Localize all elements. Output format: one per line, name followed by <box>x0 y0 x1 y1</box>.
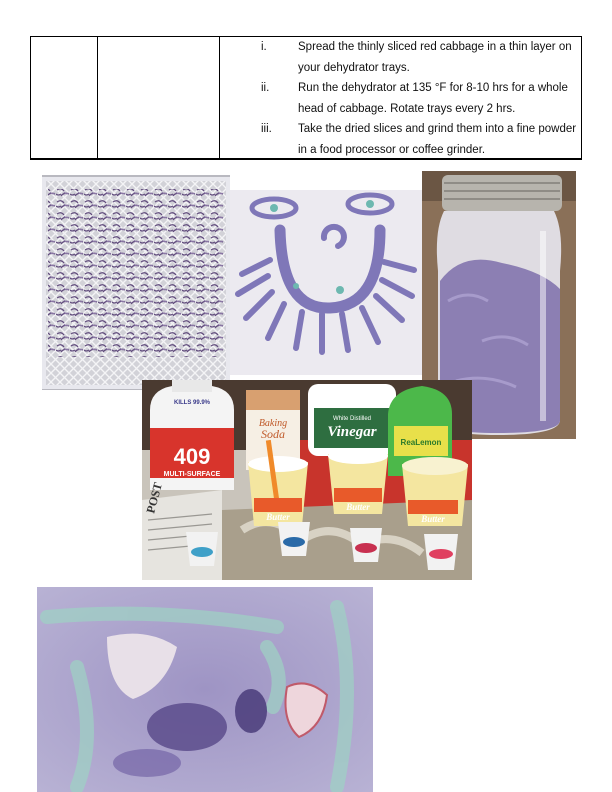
newspaper-text: POST <box>143 480 166 515</box>
step-text: Take the dried slices and grind them into a fine powder in a food processor or coffee grinder. <box>298 123 577 156</box>
dehydrator-tray-photo <box>42 175 230 390</box>
step-number: iii. <box>261 123 272 135</box>
step-number: i. <box>261 41 267 53</box>
instruction-table <box>30 36 582 160</box>
step-number: ii. <box>261 82 270 94</box>
bottle-409-top: KILLS 99.9% <box>173 400 211 406</box>
steps-list <box>261 37 581 160</box>
step-text: Run the dehydrator at 135 °F for 8-10 hrs for a whole head of cabbage. Rotate trays every 2 hrs. <box>298 82 568 115</box>
cabbage-ink-drawing-photo <box>230 190 448 375</box>
step-text: Spread the thinly sliced red cabbage in a thin layer on your dehydrator trays. <box>298 41 572 74</box>
bottle-409-brand: 409 <box>173 444 211 469</box>
step-item <box>261 78 581 119</box>
tub-label: Butter <box>346 502 370 512</box>
baking-soda-label-1: Baking <box>258 418 288 429</box>
tub-label: Butter <box>266 512 290 522</box>
table-divider <box>97 37 98 158</box>
table-divider <box>219 37 220 158</box>
vinegar-label-2: Vinegar <box>327 424 377 440</box>
realemon-label: ReaLemon <box>400 438 442 447</box>
supplies-photo <box>142 380 472 580</box>
bottle-409-sub: MULTI-SURFACE <box>163 471 221 478</box>
dyed-fabric-photo <box>37 587 373 792</box>
tub-label: Butter <box>421 514 445 524</box>
step-item <box>261 37 581 78</box>
step-item <box>261 119 581 160</box>
baking-soda-label-2: Soda <box>261 427 285 441</box>
vinegar-label-1: White Distilled <box>332 416 372 422</box>
